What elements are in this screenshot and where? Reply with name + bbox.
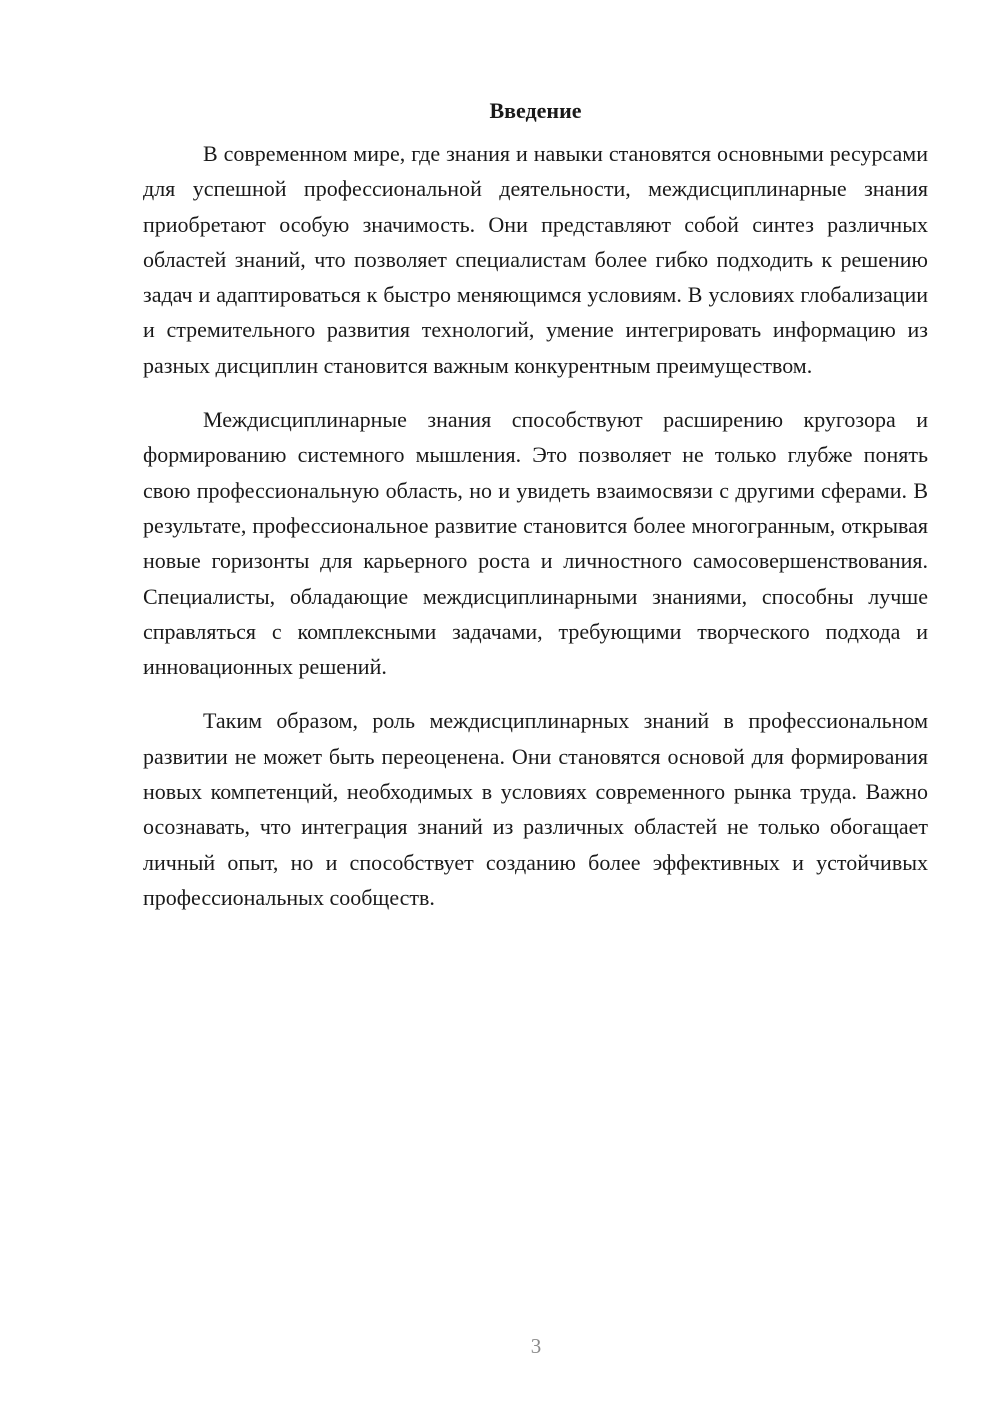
paragraph-3: Таким образом, роль междисциплинарных знаний в профессиональном развитии не может быть переоценена. Они становятся основой для формирования новых компетенций, необходимых в условиях современного рынка труда. Важно осознавать, что интеграция знаний из различных областей не только обогащает личный опыт, но и способствует созданию более эффективных и устойчивых профессиональных сообществ. xyxy=(143,708,928,910)
paragraph-2: Междисциплинарные знания способствуют расширению кругозора и формированию системного мышления. Это позволяет не только глубже понять свою профессиональную область, но и увидеть взаимосвязи с другими сферами. В результате, профессиональное развитие становится более многогранным, открывая новые горизонты для карьерного роста и личностного самосовершенствования. Специалисты, обладающие междисциплинарными знаниями, способны лучше справляться с комплексными задачами, требующими творческого подхода и инновационных решений. xyxy=(143,407,928,680)
page-number: 3 xyxy=(530,1334,542,1358)
paragraph-1: В современном мире, где знания и навыки становятся основными ресурсами для успешной профессиональной деятельности, междисциплинарные знания приобретают особую значимость. Они представляют собой синтез различных областей знаний, что позволяет специалистам более гибко подходить к решению задач и адаптироваться к быстро меняющимся условиям. В условиях глобализации и стремительного развития технологий, умение интегрировать информацию из разных дисциплин становится важным конкурентным преимуществом. xyxy=(143,141,928,378)
page-content xyxy=(143,96,928,934)
section-heading: Введение xyxy=(489,98,582,123)
